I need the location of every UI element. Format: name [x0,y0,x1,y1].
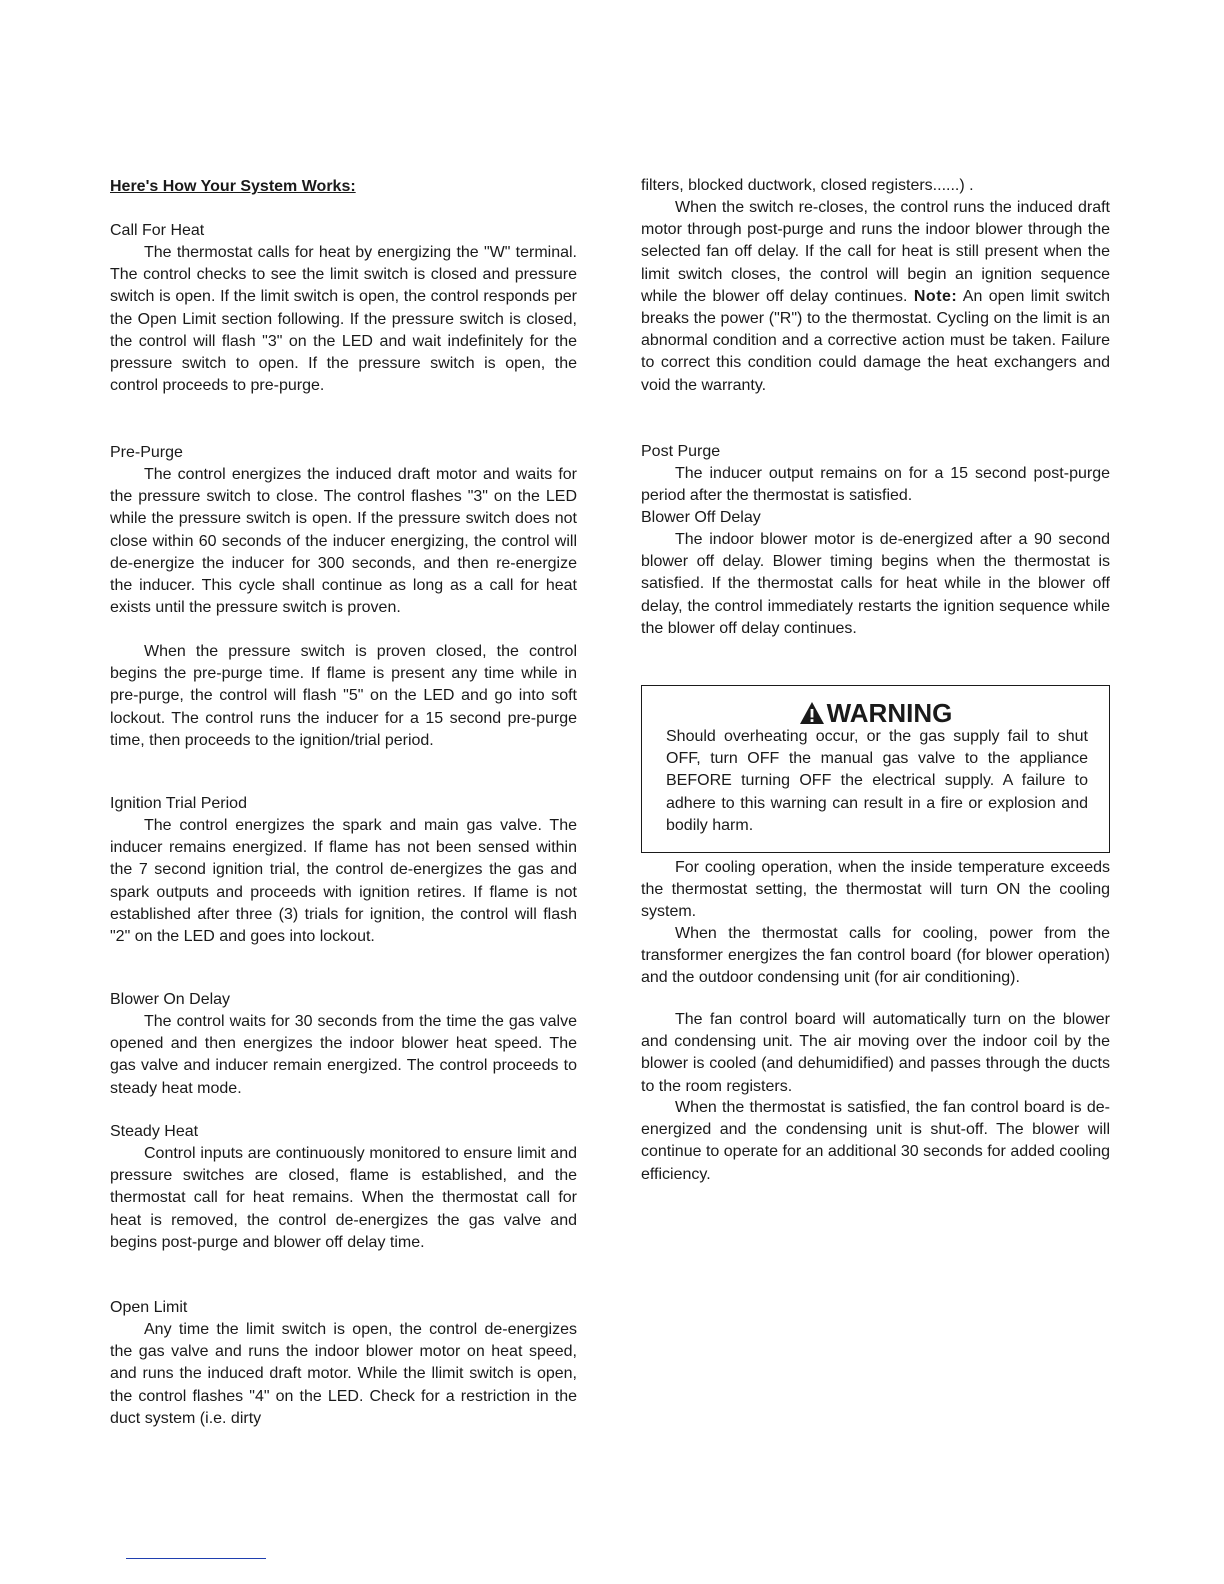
ignition-trial-paragraph: The control energizes the spark and main gas valve. The inducer remains energized. If flame has not been sensed within the 7 second ignition trial, the control de-energizes the gas and spark outputs and proceeds with ignition retires. If flame is not established after three (3) trials for ignition, the control will flash "2" on the LED and goes into lockout. [110,817,577,946]
footnote-divider [126,1558,266,1559]
section-title-steady-heat: Steady Heat [110,1123,199,1140]
open-limit-continuation: filters, blocked ductwork, closed registers......) . [641,177,974,194]
note-label: Note: [913,287,958,305]
page-heading: Here's How Your System Works: [110,178,356,195]
warning-box [641,685,1110,853]
section-title-call-for-heat: Call For Heat [110,222,205,239]
warning-text: Should overheating occur, or the gas supply fail to shut OFF, turn OFF the manual gas valve to the appliance BEFORE turning OFF the electrical supply. A failure to adhere to this warning can result in a fire or explosion and bodily harm. [666,728,1088,834]
warning-title-text: WARNING [826,698,953,728]
warning-title [642,698,1109,728]
steady-heat-paragraph: Control inputs are continuously monitored to ensure limit and pressure switches are closed, flame is established, and the thermostat call for heat remains. When the thermostat call for heat is removed, the control de-energizes the gas valve and begins post-purge and blower off delay time. [110,1145,577,1251]
section-title-pre-purge: Pre-Purge [110,444,183,461]
note-text: An open limit switch breaks the power ("R") to the thermostat. Cycling on the limit is an abnormal condition and a corrective action must be taken. Failure to correct this condition could damage the heat exchangers and void the warranty. [641,287,1111,394]
call-for-heat-paragraph: The thermostat calls for heat by energizing the "W" terminal. The control checks to see the limit switch is closed and pressure switch is open. If the limit switch is open, the control responds per the Open Limit section following. If the pressure switch is closed, the control will flash "3" on the LED and wait indefinitely for the pressure switch to open. If the pressure switch is open, the control proceeds to pre-purge. [110,244,577,395]
cooling-paragraph-4: When the thermostat is satisfied, the fan control board is de-energized and the condensing unit is shut-off. The blower will continue to operate for an additional 30 seconds for added cooling efficiency. [641,1099,1110,1183]
section-title-ignition-trial: Ignition Trial Period [110,795,247,812]
open-limit-reclose-text: When the switch re-closes, the control runs the induced draft motor through post-purge and runs the indoor blower through the selected fan off delay. If the call for heat is still present when the limit switch closes, the control will begin an ignition sequence while the blower off delay continues. [641,199,1110,305]
pre-purge-paragraph-2: When the pressure switch is proven closed, the control begins the pre-purge time. If flame is present any time while in pre-purge, the control will flash "5" on the LED and go into soft lockout. The control runs the inducer for a 15 second pre-purge time, then proceeds to the ignition/trial period. [110,643,577,749]
blower-on-delay-paragraph: The control waits for 30 seconds from the time the gas valve opened and then energizes the indoor blower heat speed. The gas valve and inducer remain energized. The control proceeds to steady heat mode. [110,1013,577,1097]
section-title-blower-on-delay: Blower On Delay [110,991,231,1008]
warning-triangle-icon [799,701,825,725]
cooling-paragraph-2: When the thermostat calls for cooling, power from the transformer energizes the fan control board (for blower operation) and the outdoor condensing unit (for air conditioning). [641,925,1110,987]
open-limit-paragraph: Any time the limit switch is open, the control de-energizes the gas valve and runs the indoor blower motor on heat speed, and runs the induced draft motor. While the llimit switch is open, the control flashes "4" on the LED. Check for a restriction in the duct system (i.e. dirty [110,1321,577,1427]
section-title-blower-off-delay: Blower Off Delay [641,509,761,526]
post-purge-paragraph: The inducer output remains on for a 15 second post-purge period after the thermostat is satisfied. [641,465,1110,505]
open-limit-reclose-paragraph [641,197,1110,397]
section-title-post-purge: Post Purge [641,443,721,460]
pre-purge-paragraph-1: The control energizes the induced draft motor and waits for the pressure switch to close. The control flashes "3" on the LED while the pressure switch is open. If the pressure switch does not close within 60 seconds of the inducer energizing, the control will de-energize the inducer for 300 seconds, and then re-energize the inducer. This cycle shall continue as long as a call for heat exists until the pressure switch is proven. [110,466,577,617]
cooling-paragraph-1: For cooling operation, when the inside temperature exceeds the thermostat setting, the thermostat will turn ON the cooling system. [641,859,1110,921]
blower-off-delay-paragraph: The indoor blower motor is de-energized after a 90 second blower off delay. Blower timing begins when the thermostat is satisfied. If the thermostat calls for heat while in the blower off delay, the control immediately restarts the ignition sequence while the blower off delay continues. [641,531,1110,637]
section-title-open-limit: Open Limit [110,1299,188,1316]
cooling-paragraph-3: The fan control board will automatically turn on the blower and condensing unit. The air moving over the indoor coil by the blower is cooled (and dehumidified) and passes through the ducts to the room registers. [641,1011,1110,1095]
